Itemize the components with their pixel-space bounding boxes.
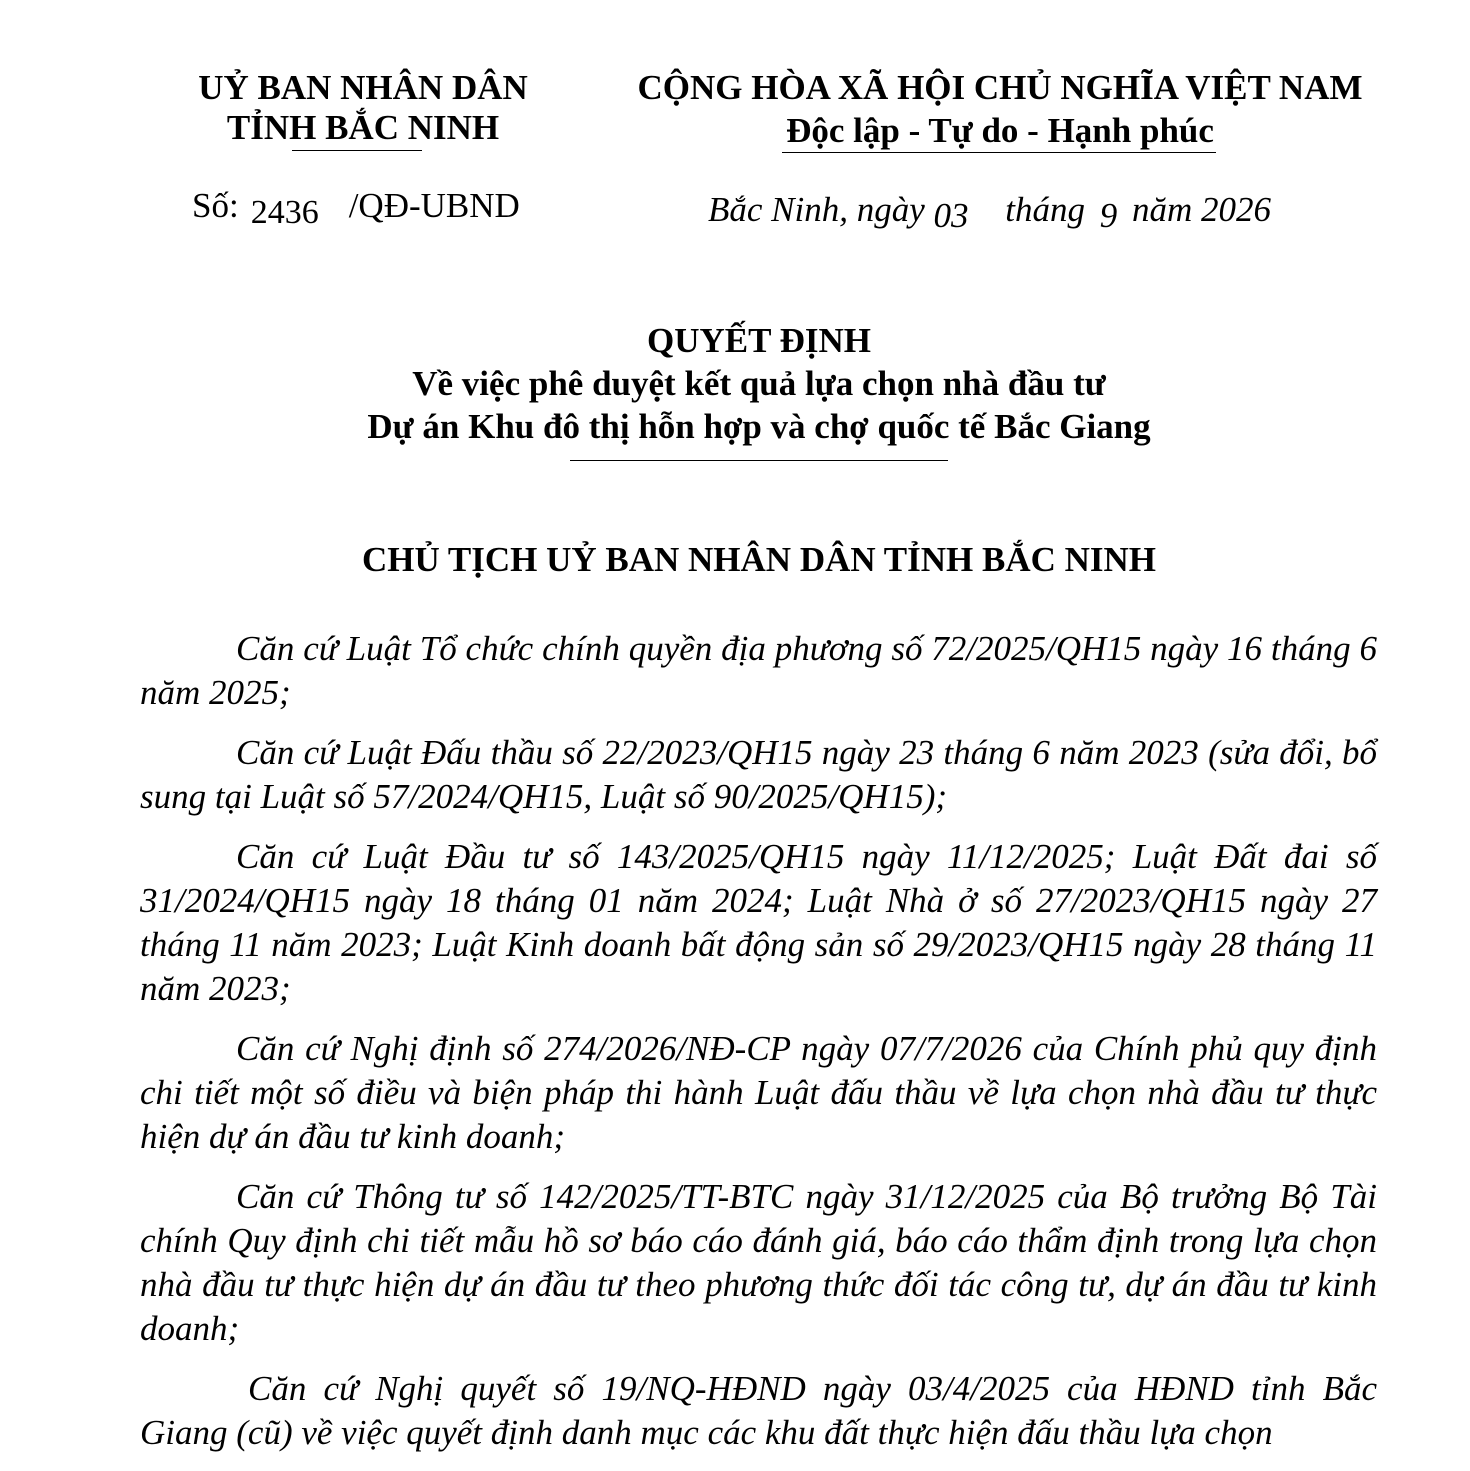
legal-basis-paragraph: Căn cứ Nghị định số 274/2026/NĐ-CP ngày 07/7/2026 của Chính phủ quy định chi tiết một số điều và biện pháp thi hành Luật đấu thầu về lựa chọn nhà đầu tư thực hiện dự án đầu tư kinh doanh; — [140, 1029, 1377, 1156]
decision-subject-line1: Về việc phê duyệt kết quả lựa chọn nhà đầu tư — [412, 364, 1106, 403]
title-underline — [570, 460, 948, 461]
date-year: năm 2026 — [1132, 190, 1272, 229]
legal-basis-paragraph: Căn cứ Luật Đấu thầu số 22/2023/QH15 ngày 23 tháng 6 năm 2023 (sửa đổi, bổ sung tại Luật số 57/2024/QH15, Luật số 90/2025/QH15); — [140, 733, 1377, 816]
number-suffix: /QĐ-UBND — [348, 186, 520, 225]
issuing-authority: CHỦ TỊCH UỶ BAN NHÂN DÂN TỈNH BẮC NINH — [361, 540, 1157, 579]
date-place: Bắc Ninh, ngày — [708, 190, 925, 229]
nation-motto: Độc lập - Tự do - Hạnh phúc — [786, 111, 1214, 150]
document-date — [708, 190, 1272, 235]
legal-basis-paragraph: Căn cứ Luật Tổ chức chính quyền địa phương số 72/2025/QH15 ngày 16 tháng 6 năm 2025; — [140, 629, 1377, 712]
motto-underline — [782, 152, 1216, 153]
decision-subject-line2: Dự án Khu đô thị hỗn hợp và chợ quốc tế Bắc Giang — [367, 407, 1151, 446]
date-day: 03 — [933, 196, 969, 235]
legal-basis-paragraph: Căn cứ Nghị quyết số 19/NQ-HĐND ngày 03/4/2025 của HĐND tỉnh Bắc Giang (cũ) về việc quyết định danh mục các khu đất thực hiện đấu thầu lựa chọn — [140, 1369, 1377, 1452]
agency-underline — [292, 150, 422, 151]
decision-heading: QUYẾT ĐỊNH — [647, 321, 871, 360]
date-month-label: tháng — [1005, 190, 1086, 229]
date-month: 9 — [1099, 196, 1118, 235]
number-prefix: Số: — [192, 186, 239, 225]
agency-name-line2: TỈNH BẮC NINH — [226, 108, 500, 147]
document-number — [192, 186, 520, 231]
nation-title: CỘNG HÒA XÃ HỘI CHỦ NGHĨA VIỆT NAM — [637, 68, 1363, 107]
agency-name-line1: UỶ BAN NHÂN DÂN — [198, 68, 528, 107]
legal-basis-paragraph: Căn cứ Luật Đầu tư số 143/2025/QH15 ngày 11/12/2025; Luật Đất đai số 31/2024/QH15 ngày 18 tháng 01 năm 2024; Luật Nhà ở số 27/2023/QH15 ngày 27 tháng 11 năm 2023; Luật Kinh doanh bất động sản số 29/2023/QH15 ngày 28 tháng 11 năm 2023; — [140, 837, 1377, 1008]
legal-basis-paragraph: Căn cứ Thông tư số 142/2025/TT-BTC ngày 31/12/2025 của Bộ trưởng Bộ Tài chính Quy định chi tiết mẫu hồ sơ báo cáo đánh giá, báo cáo thẩm định trong lựa chọn nhà đầu tư thực hiện dự án đầu tư theo phương thức đối tác công tư, dự án đầu tư kinh doanh; — [140, 1177, 1377, 1348]
number-value: 2436 — [250, 194, 319, 231]
document-body — [140, 627, 1377, 1471]
